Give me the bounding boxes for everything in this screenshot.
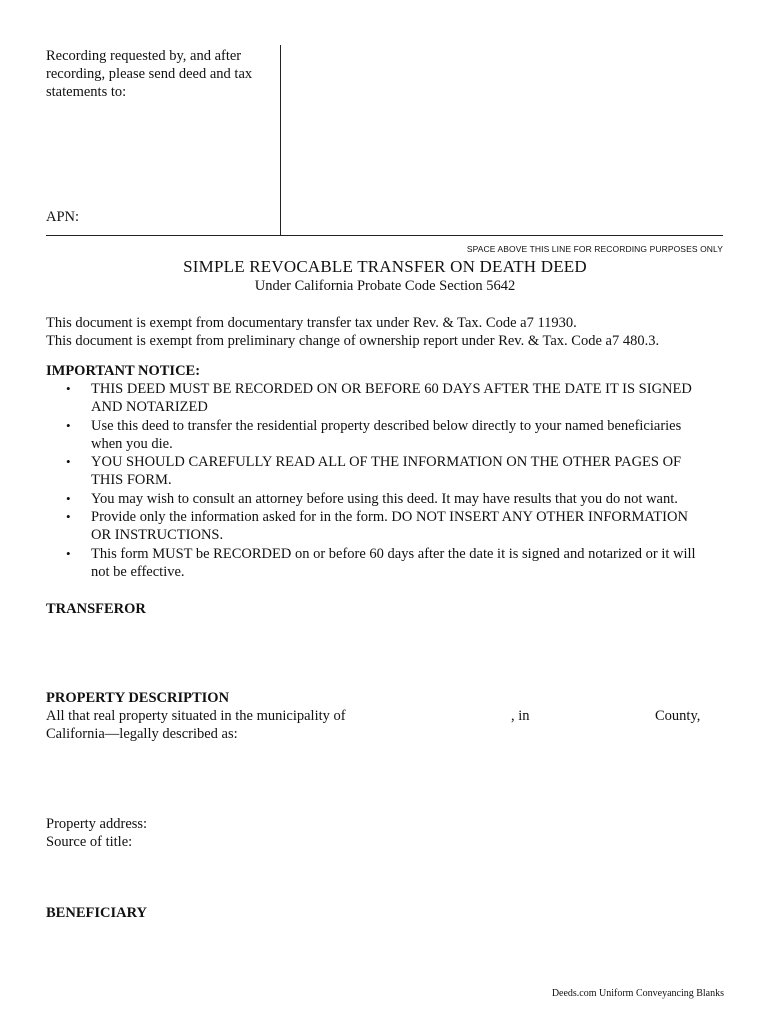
property-address-label: Property address: bbox=[46, 816, 148, 832]
notice-item: • Provide only the information asked for in the form. DO NOT INSERT ANY OTHER INFORMATION OR INSTRUCTIONS. bbox=[66, 509, 688, 544]
recording-requested-block bbox=[46, 47, 252, 101]
bullet-icon: • bbox=[66, 417, 71, 433]
legal-description-label: California—legally described as: bbox=[46, 726, 238, 742]
bullet-icon: • bbox=[66, 381, 71, 396]
important-notice-list bbox=[46, 380, 726, 581]
county-text: County, bbox=[655, 708, 701, 724]
document-title: SIMPLE REVOCABLE TRANSFER ON DEATH DEED bbox=[183, 257, 587, 276]
exemption-statements bbox=[46, 314, 659, 350]
in-text: , in bbox=[511, 708, 530, 724]
recording-line-2: recording, please send deed and tax bbox=[46, 66, 253, 82]
recording-line-3: statements to: bbox=[46, 84, 127, 100]
exemption-transfer-tax: This document is exempt from documentary transfer tax under Rev. & Tax. Code a7 11930. bbox=[46, 315, 577, 331]
footer-text: Deeds.com Uniform Conveyancing Blanks bbox=[551, 988, 724, 999]
bullet-icon: • bbox=[66, 454, 71, 470]
bullet-icon: • bbox=[66, 509, 71, 525]
notice-item: • YOU SHOULD CAREFULLY READ ALL OF THE INFORMATION ON THE OTHER PAGES OF THIS FORM. bbox=[66, 454, 682, 489]
municipality-text: All that real property situated in the municipality of bbox=[46, 708, 346, 724]
beneficiary-heading: BENEFICIARY bbox=[46, 905, 148, 921]
bullet-icon: • bbox=[66, 490, 71, 506]
space-above-notice: SPACE ABOVE THIS LINE FOR RECORDING PURPOSES ONLY bbox=[466, 244, 723, 254]
source-of-title-label: Source of title: bbox=[46, 834, 133, 850]
notice-item: • You may wish to consult an attorney before using this deed. It may have results that you do not want. bbox=[66, 490, 678, 507]
recording-line-separator bbox=[46, 235, 723, 236]
document-subtitle: Under California Probate Code Section 5642 bbox=[254, 278, 516, 294]
notice-item: • Use this deed to transfer the residential property described below directly to your named beneficiaries when you die. bbox=[66, 417, 682, 452]
notice-item: • THIS DEED MUST BE RECORDED ON OR BEFORE 60 DAYS AFTER THE DATE IT IS SIGNED AND NOTARIZED bbox=[66, 381, 692, 416]
important-notice-heading: IMPORTANT NOTICE: bbox=[46, 363, 201, 379]
exemption-change-of-ownership: This document is exempt from preliminary change of ownership report under Rev. & Tax. Code a7 480.3. bbox=[46, 333, 660, 349]
property-description-heading: PROPERTY DESCRIPTION bbox=[46, 690, 230, 706]
recording-line-1: Recording requested by, and after bbox=[46, 48, 242, 64]
bullet-icon: • bbox=[66, 545, 71, 561]
recording-box-divider bbox=[280, 45, 281, 235]
notice-item: • This form MUST be RECORDED on or before 60 days after the date it is signed and notarized or it will not be effective. bbox=[66, 545, 696, 580]
apn-label: APN: bbox=[46, 209, 80, 225]
transferor-heading: TRANSFEROR bbox=[46, 601, 146, 617]
